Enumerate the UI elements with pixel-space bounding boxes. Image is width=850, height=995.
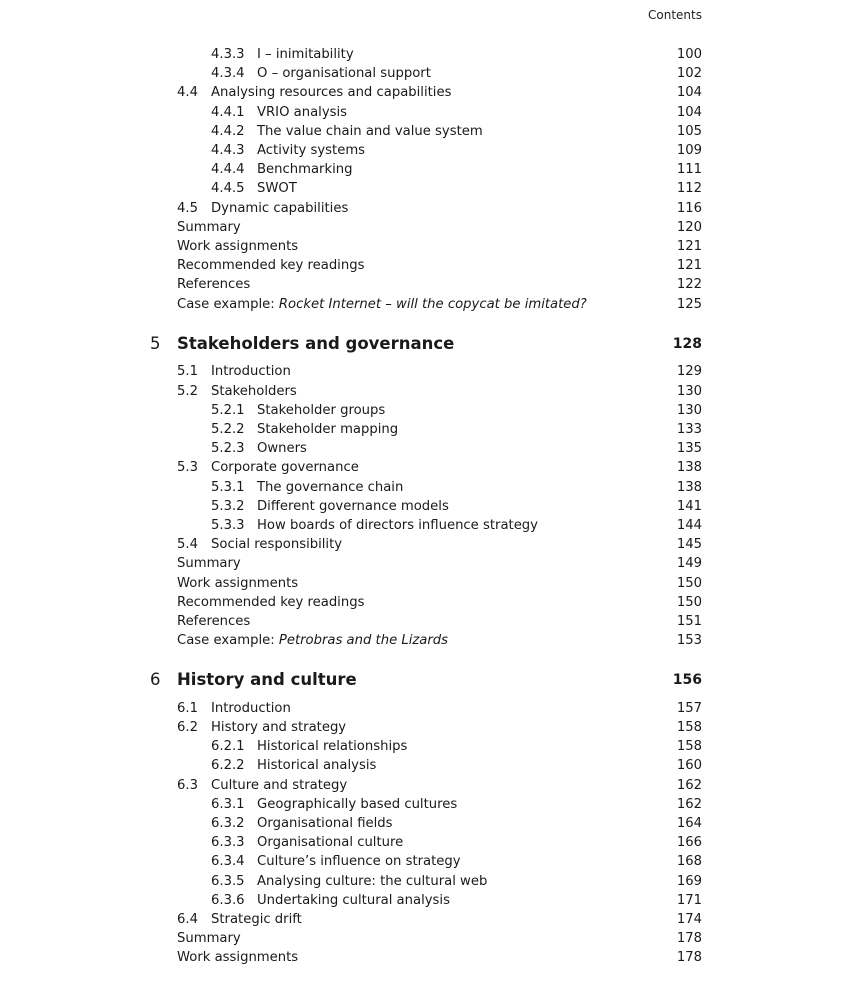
page-number: 130: [676, 383, 702, 399]
page-number: 151: [676, 613, 702, 629]
entry-number: 6.3.3: [211, 835, 245, 851]
toc-entry: [0, 122, 850, 141]
toc-entry: [0, 516, 850, 535]
entry-number: 5.4: [177, 537, 198, 553]
page-number: 122: [676, 277, 702, 293]
entry-number: 5.3.1: [211, 479, 245, 495]
chapter-heading: [0, 332, 850, 356]
entry-title: Work assignments: [177, 239, 299, 254]
toc-entry: [0, 275, 850, 294]
toc-entry: [0, 199, 850, 218]
toc-entry: [0, 535, 850, 554]
page-number: 164: [676, 816, 702, 831]
toc-entry: [0, 218, 850, 237]
entry-title: Analysing resources and capabilities: [211, 85, 452, 101]
entry-title: The governance chain: [257, 479, 404, 495]
entry-number: 6.2: [177, 720, 198, 735]
entry-title: Summary: [177, 219, 241, 235]
entry-title: Organisational culture: [257, 835, 404, 851]
page-number: 166: [676, 835, 702, 851]
toc-entry: [0, 382, 850, 401]
entry-number: 6.3: [177, 777, 198, 793]
running-head: Contents: [648, 8, 702, 22]
entry-title: Culture and strategy: [211, 777, 348, 793]
entry-title: Historical relationships: [257, 739, 408, 755]
page-number: 112: [676, 181, 702, 197]
toc-entry: [0, 612, 850, 631]
entry-number: 6: [150, 670, 161, 690]
toc-entry: [0, 756, 850, 775]
entry-title: I – inimitability: [257, 47, 354, 62]
toc-entry: [0, 737, 850, 756]
page-number: 138: [676, 479, 702, 495]
page-number: 111: [676, 162, 702, 178]
page-number: 168: [676, 854, 702, 870]
entry-title: Corporate governance: [211, 460, 359, 476]
toc-entry: [0, 478, 850, 497]
entry-number: 4.3.3: [211, 47, 245, 62]
entry-title: Dynamic capabilities: [211, 200, 349, 216]
entry-title: SWOT: [257, 181, 297, 197]
entry-number: 6.3.5: [211, 873, 245, 889]
entry-number: 4.4.1: [211, 104, 245, 120]
page-number: 150: [676, 594, 702, 610]
toc-entry: [0, 103, 850, 122]
entry-title: Summary: [177, 556, 241, 572]
page-number: 105: [676, 123, 702, 139]
entry-number: 5.2.3: [211, 441, 245, 457]
entry-number: 4.4.4: [211, 162, 245, 178]
entry-title: History and strategy: [211, 720, 347, 735]
entry-number: 6.2.2: [211, 758, 245, 774]
page-number: 125: [676, 296, 702, 312]
page-number: 162: [676, 777, 702, 793]
entry-number: 6.4: [177, 912, 198, 927]
entry-title: The value chain and value system: [257, 123, 483, 139]
toc-entry: [0, 83, 850, 102]
page-number: 149: [676, 556, 702, 572]
toc-entry: [0, 852, 850, 871]
page-number: 145: [676, 537, 702, 553]
toc-entry: [0, 593, 850, 612]
toc-entry: [0, 141, 850, 160]
entry-title: VRIO analysis: [257, 104, 348, 120]
entry-title: History and culture: [177, 670, 357, 690]
entry-number: 6.3.2: [211, 816, 245, 831]
page-number: 138: [676, 460, 702, 476]
page-number: 162: [676, 796, 702, 812]
page-number: 130: [676, 402, 702, 418]
entry-number: 6.3.1: [211, 796, 245, 812]
toc-entry: [0, 833, 850, 852]
entry-title: Stakeholder mapping: [257, 421, 399, 437]
toc-entry: [0, 795, 850, 814]
page-number: 141: [676, 498, 702, 514]
page-number: 156: [672, 672, 702, 689]
toc-entry: [0, 776, 850, 795]
toc-entry: [0, 45, 850, 64]
entry-title: Stakeholders: [211, 383, 297, 399]
entry-title: Case example: Rocket Internet – will the copycat be imitated?: [177, 296, 587, 312]
entry-number: 4.4.2: [211, 123, 245, 139]
page-number: 109: [676, 143, 702, 158]
entry-title: References: [177, 613, 251, 629]
entry-number: 4.3.4: [211, 66, 245, 82]
chapter-heading: [0, 668, 850, 692]
case-title: Petrobras and the Lizards: [278, 633, 449, 649]
entry-number: 6.2.1: [211, 739, 245, 755]
page-number: 178: [676, 931, 702, 947]
entry-number: 5.3.2: [211, 498, 245, 514]
toc-entry: [0, 574, 850, 593]
entry-number: 5.2: [177, 383, 198, 399]
toc-entry: [0, 458, 850, 477]
entry-title: Social responsibility: [211, 537, 343, 553]
page-number: 135: [676, 441, 702, 457]
toc-entry: [0, 718, 850, 737]
entry-number: 5.1: [177, 364, 198, 380]
entry-title: Organisational fields: [257, 816, 393, 831]
toc-entry: [0, 362, 850, 381]
page-number: 128: [672, 335, 702, 352]
toc-entry: [0, 948, 850, 967]
entry-title: Owners: [257, 441, 307, 457]
entry-number: 4.4: [177, 85, 198, 101]
entry-number: 5.2.2: [211, 421, 245, 437]
toc-entry: [0, 872, 850, 891]
page-number: 104: [676, 104, 702, 120]
entry-title: Benchmarking: [257, 162, 353, 178]
entry-title: References: [177, 277, 251, 293]
page-number: 174: [676, 912, 702, 927]
page-number: 121: [676, 239, 702, 254]
entry-number: 5.2.1: [211, 402, 245, 418]
page-number: 178: [676, 950, 702, 966]
toc-entry: [0, 631, 850, 650]
page-number: 150: [676, 575, 702, 591]
entry-title: Undertaking cultural analysis: [257, 892, 450, 908]
page-number: 144: [676, 517, 702, 533]
entry-title: How boards of directors influence strategy: [257, 517, 538, 533]
toc-entry: [0, 554, 850, 573]
entry-number: 6.1: [177, 700, 198, 716]
toc-entry: [0, 439, 850, 458]
entry-title: Summary: [177, 931, 241, 947]
page-number: 120: [676, 219, 702, 235]
page-number: 121: [676, 258, 702, 274]
entry-number: 5.3: [177, 460, 198, 476]
page-number: 116: [676, 200, 702, 216]
entry-number: 6.3.4: [211, 854, 245, 870]
entry-number: 4.4.3: [211, 143, 245, 158]
entry-title: Historical analysis: [257, 758, 377, 774]
entry-title: Stakeholder groups: [257, 402, 386, 418]
entry-number: 5.3.3: [211, 517, 245, 533]
page-number: 100: [676, 47, 702, 62]
entry-title: Stakeholders and governance: [177, 333, 455, 353]
page-number: 102: [676, 66, 702, 82]
case-title: Rocket Internet – will the copycat be imitated?: [278, 296, 587, 312]
page-number: 133: [676, 421, 702, 437]
page-number: 104: [676, 85, 702, 101]
entry-title: Work assignments: [177, 575, 299, 591]
entry-title: Activity systems: [257, 143, 366, 158]
page-number: 169: [676, 873, 702, 889]
entry-title: O – organisational support: [257, 66, 431, 82]
entry-number: 4.4.5: [211, 181, 245, 197]
toc-entry: [0, 814, 850, 833]
page-number: 158: [676, 720, 702, 735]
toc-entry: [0, 401, 850, 420]
page-number: 158: [676, 739, 702, 755]
entry-title: Culture’s influence on strategy: [257, 854, 461, 870]
page-number: 129: [676, 364, 702, 380]
toc-entry: [0, 929, 850, 948]
entry-title: Case example: Petrobras and the Lizards: [177, 633, 449, 649]
page-number: 153: [676, 633, 702, 649]
entry-title: Introduction: [211, 364, 291, 380]
entry-title: Work assignments: [177, 950, 299, 966]
entry-title: Geographically based cultures: [257, 796, 458, 812]
toc-entry: [0, 910, 850, 929]
entry-number: 6.3.6: [211, 892, 245, 908]
entry-title: Recommended key readings: [177, 594, 365, 610]
entry-title: Analysing culture: the cultural web: [257, 873, 488, 889]
page-number: 171: [676, 892, 702, 908]
page-number: 157: [676, 700, 702, 716]
toc-entry: [0, 160, 850, 179]
toc-entry: [0, 256, 850, 275]
toc-entry: [0, 699, 850, 718]
toc-entry: [0, 420, 850, 439]
entry-number: 5: [150, 333, 161, 353]
toc-entry: [0, 891, 850, 910]
toc-entry: [0, 237, 850, 256]
entry-title: Recommended key readings: [177, 258, 365, 274]
page-number: 160: [676, 758, 702, 774]
entry-title: Introduction: [211, 700, 291, 716]
toc-entry: [0, 497, 850, 516]
toc-entry: [0, 295, 850, 314]
entry-title: Strategic drift: [211, 912, 302, 927]
toc-entry: [0, 179, 850, 198]
toc-entry: [0, 64, 850, 83]
entry-title: Different governance models: [257, 498, 449, 514]
entry-number: 4.5: [177, 200, 198, 216]
